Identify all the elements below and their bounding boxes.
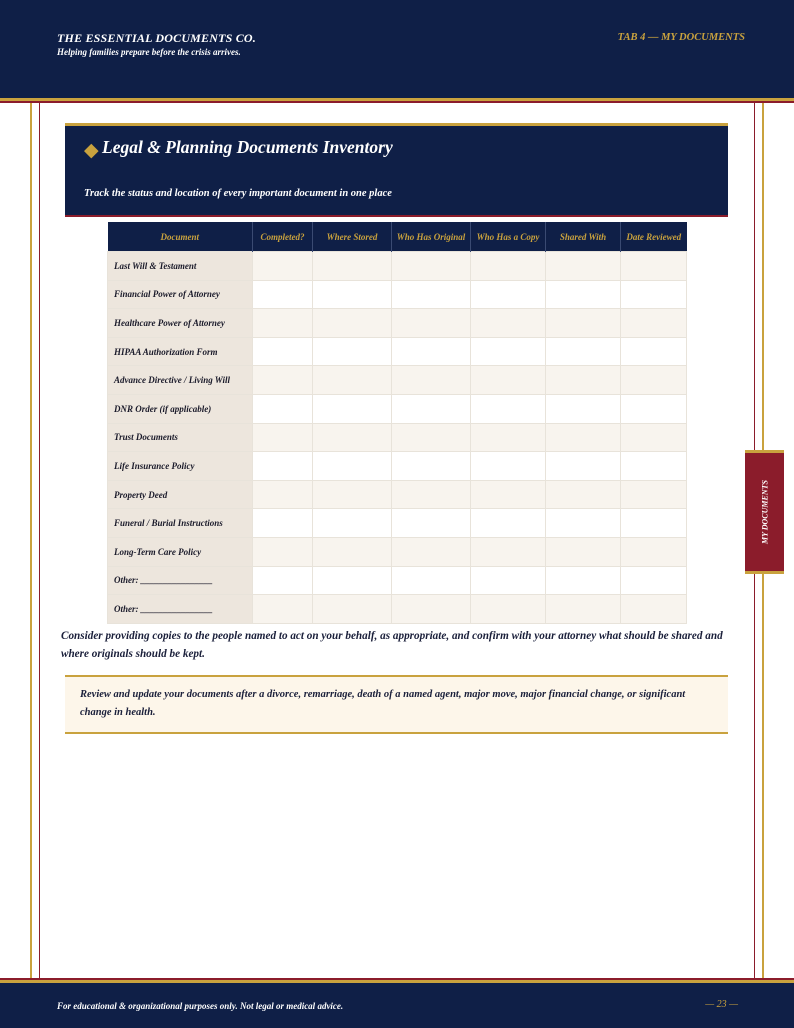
entry-cell[interactable] <box>392 480 471 509</box>
entry-cell[interactable] <box>471 595 546 624</box>
header-red-rule <box>0 101 794 103</box>
entry-cell[interactable] <box>471 366 546 395</box>
table-row <box>108 366 687 395</box>
entry-cell[interactable] <box>471 394 546 423</box>
documents-inventory-table <box>107 222 687 624</box>
entry-cell[interactable] <box>621 337 687 366</box>
entry-cell[interactable] <box>546 537 621 566</box>
section-tab-label: TAB 4 — MY DOCUMENTS <box>617 32 745 43</box>
section-subtitle: Track the status and location of every important document in one place <box>84 188 392 199</box>
entry-cell[interactable] <box>253 309 313 338</box>
document-name-cell: Advance Directive / Living Will <box>108 366 253 395</box>
table-row <box>108 566 687 595</box>
entry-cell[interactable] <box>392 252 471 281</box>
entry-cell[interactable] <box>253 537 313 566</box>
entry-cell[interactable] <box>253 566 313 595</box>
entry-cell[interactable] <box>313 252 392 281</box>
entry-cell[interactable] <box>546 566 621 595</box>
entry-cell[interactable] <box>392 452 471 481</box>
entry-cell[interactable] <box>253 423 313 452</box>
entry-cell[interactable] <box>471 252 546 281</box>
entry-cell[interactable] <box>313 509 392 538</box>
document-name-cell: Funeral / Burial Instructions <box>108 509 253 538</box>
frame-left-gold-line <box>30 103 32 978</box>
entry-cell[interactable] <box>621 452 687 481</box>
entry-cell[interactable] <box>253 394 313 423</box>
entry-cell[interactable] <box>392 366 471 395</box>
entry-cell[interactable] <box>546 452 621 481</box>
document-name-cell: Other: ________________ <box>108 595 253 624</box>
brand-tagline: Helping families prepare before the crisis arrives. <box>57 47 241 57</box>
entry-cell[interactable] <box>392 337 471 366</box>
entry-cell[interactable] <box>546 366 621 395</box>
entry-cell[interactable] <box>621 509 687 538</box>
document-name-cell: Other: ________________ <box>108 566 253 595</box>
document-name-cell: Financial Power of Attorney <box>108 280 253 309</box>
table-row <box>108 309 687 338</box>
entry-cell[interactable] <box>471 480 546 509</box>
entry-cell[interactable] <box>313 537 392 566</box>
column-header-document: Document <box>108 222 253 252</box>
table-row <box>108 509 687 538</box>
entry-cell[interactable] <box>313 595 392 624</box>
table-row <box>108 394 687 423</box>
document-name-cell: Long-Term Care Policy <box>108 537 253 566</box>
document-name-cell: Healthcare Power of Attorney <box>108 309 253 338</box>
entry-cell[interactable] <box>621 480 687 509</box>
entry-cell[interactable] <box>253 337 313 366</box>
entry-cell[interactable] <box>392 509 471 538</box>
entry-cell[interactable] <box>471 309 546 338</box>
column-header-where-stored: Where Stored <box>313 222 392 252</box>
entry-cell[interactable] <box>253 480 313 509</box>
review-callout <box>65 675 728 734</box>
entry-cell[interactable] <box>313 423 392 452</box>
brand-name: THE ESSENTIAL DOCUMENTS CO. <box>57 31 256 45</box>
entry-cell[interactable] <box>546 280 621 309</box>
entry-cell[interactable] <box>471 280 546 309</box>
entry-cell[interactable] <box>621 309 687 338</box>
table-row <box>108 595 687 624</box>
document-name-cell: Life Insurance Policy <box>108 452 253 481</box>
entry-cell[interactable] <box>621 595 687 624</box>
document-name-cell: Last Will & Testament <box>108 252 253 281</box>
entry-cell[interactable] <box>546 309 621 338</box>
entry-cell[interactable] <box>253 452 313 481</box>
table-header-row <box>108 222 687 252</box>
footer-disclaimer: For educational & organizational purposes only. Not legal or medical advice. <box>57 1001 344 1011</box>
side-tab <box>745 450 784 574</box>
entry-cell[interactable] <box>546 480 621 509</box>
entry-cell[interactable] <box>546 252 621 281</box>
entry-cell[interactable] <box>253 280 313 309</box>
table-row <box>108 252 687 281</box>
entry-cell[interactable] <box>253 252 313 281</box>
entry-cell[interactable] <box>392 566 471 595</box>
entry-cell[interactable] <box>471 537 546 566</box>
entry-cell[interactable] <box>546 595 621 624</box>
entry-cell[interactable] <box>621 537 687 566</box>
table-body <box>108 252 687 624</box>
entry-cell[interactable] <box>313 280 392 309</box>
entry-cell[interactable] <box>621 394 687 423</box>
column-header-date-reviewed: Date Reviewed <box>621 222 687 252</box>
column-header-shared-with: Shared With <box>546 222 621 252</box>
document-name-cell: Trust Documents <box>108 423 253 452</box>
document-name-cell: HIPAA Authorization Form <box>108 337 253 366</box>
entry-cell[interactable] <box>471 509 546 538</box>
table-row <box>108 537 687 566</box>
section-banner <box>65 123 728 217</box>
entry-cell[interactable] <box>313 366 392 395</box>
copies-note: Consider providing copies to the people named to act on your behalf, as appropriate, and confirm with your attorney what should be shared and where originals should be kept. <box>61 630 723 660</box>
entry-cell[interactable] <box>392 595 471 624</box>
frame-left-red-line <box>39 103 40 978</box>
entry-cell[interactable] <box>471 423 546 452</box>
column-header-who-has-original: Who Has Original <box>392 222 471 252</box>
page-header <box>0 0 794 98</box>
entry-cell[interactable] <box>313 480 392 509</box>
document-name-cell: DNR Order (if applicable) <box>108 394 253 423</box>
entry-cell[interactable] <box>253 509 313 538</box>
entry-cell[interactable] <box>253 366 313 395</box>
side-tab-label: MY DOCUMENTS <box>760 480 769 544</box>
entry-cell[interactable] <box>392 537 471 566</box>
column-header-who-has-copy: Who Has a Copy <box>471 222 546 252</box>
entry-cell[interactable] <box>471 337 546 366</box>
table-row <box>108 480 687 509</box>
entry-cell[interactable] <box>392 423 471 452</box>
entry-cell[interactable] <box>621 566 687 595</box>
entry-cell[interactable] <box>392 394 471 423</box>
entry-cell[interactable] <box>621 252 687 281</box>
section-title: Legal & Planning Documents Inventory <box>102 137 393 157</box>
entry-cell[interactable] <box>313 337 392 366</box>
table-row <box>108 337 687 366</box>
entry-cell[interactable] <box>546 423 621 452</box>
entry-cell[interactable] <box>392 280 471 309</box>
table-row <box>108 280 687 309</box>
entry-cell[interactable] <box>313 452 392 481</box>
entry-cell[interactable] <box>313 566 392 595</box>
entry-cell[interactable] <box>313 394 392 423</box>
page-footer <box>0 983 794 1028</box>
entry-cell[interactable] <box>313 309 392 338</box>
entry-cell[interactable] <box>621 280 687 309</box>
page-number: — 23 — <box>705 999 738 1010</box>
entry-cell[interactable] <box>471 566 546 595</box>
diamond-icon: ◆ <box>84 140 99 161</box>
column-header-completed: Completed? <box>253 222 313 252</box>
entry-cell[interactable] <box>546 394 621 423</box>
entry-cell[interactable] <box>546 337 621 366</box>
entry-cell[interactable] <box>471 452 546 481</box>
table-row <box>108 423 687 452</box>
review-callout-text: Review and update your documents after a divorce, remarriage, death of a named agent, major move, major financial change, or significant change in health. <box>80 689 686 718</box>
entry-cell[interactable] <box>392 309 471 338</box>
entry-cell[interactable] <box>546 509 621 538</box>
document-name-cell: Property Deed <box>108 480 253 509</box>
entry-cell[interactable] <box>621 423 687 452</box>
entry-cell[interactable] <box>253 595 313 624</box>
table-row <box>108 452 687 481</box>
entry-cell[interactable] <box>621 366 687 395</box>
